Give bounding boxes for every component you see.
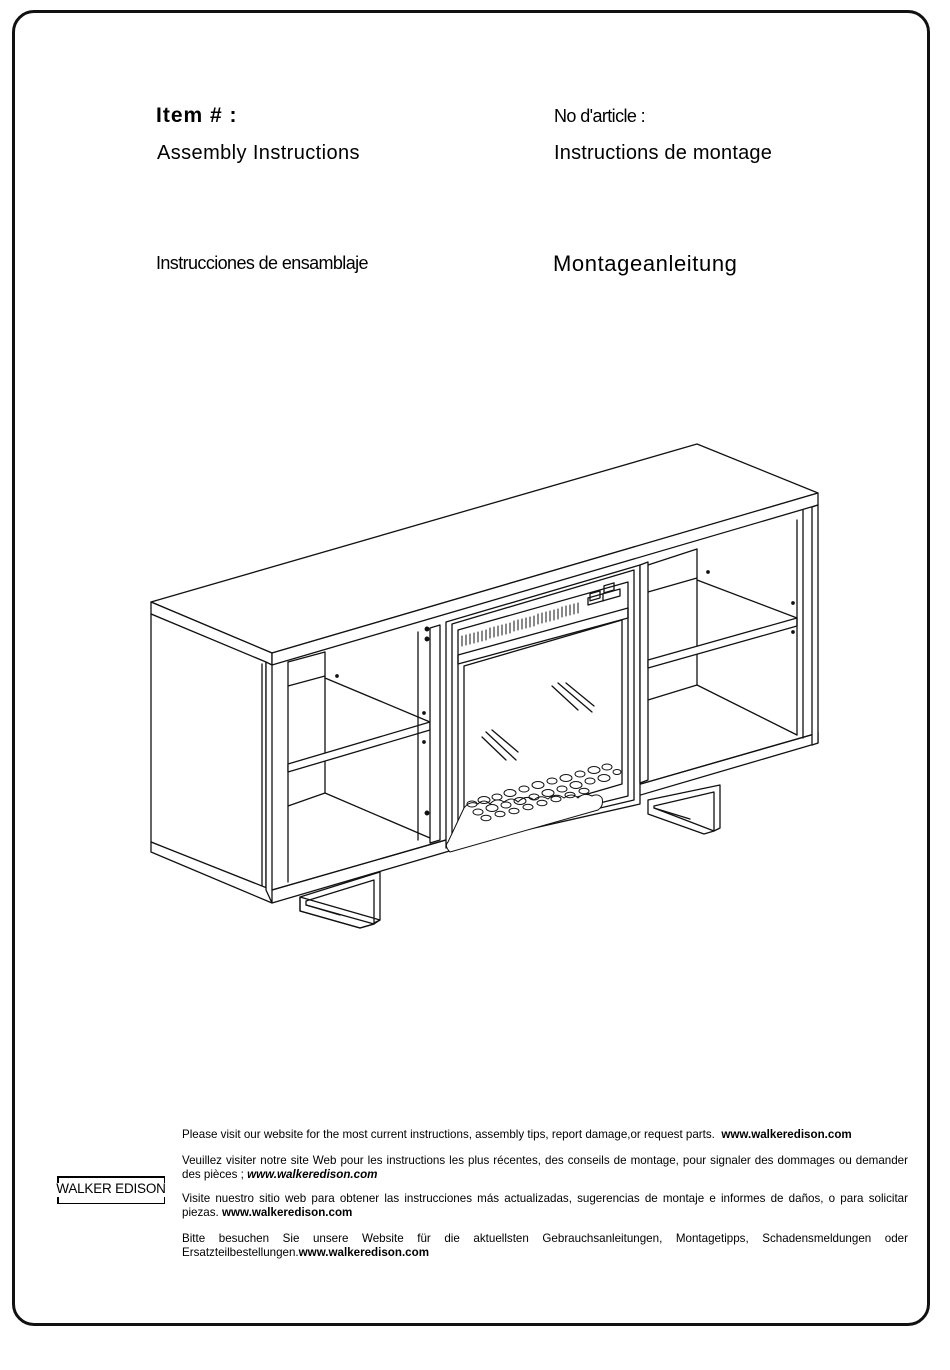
no-article-label: No d'article : <box>554 106 646 126</box>
footer-german-text: Bitte besuchen Sie unsere Website für die aktuellsten Gebrauchsanleitungen, Montagetipps, Schadensmeldungen oder Ersatzteilbestellungen. <box>182 1232 908 1259</box>
assembly-instructions-title: Assembly Instructions <box>157 142 360 164</box>
item-number-label: Item # : <box>156 104 238 127</box>
footer-english <box>182 1128 908 1142</box>
website-link-en[interactable]: www.walkeredison.com <box>721 1128 852 1141</box>
footer-spanish <box>182 1192 908 1220</box>
website-link-de[interactable]: www.walkeredison.com <box>298 1246 430 1259</box>
website-link-es[interactable]: www.walkeredison.com <box>221 1206 353 1219</box>
logo-text: WALKER EDISON <box>56 1181 166 1196</box>
website-link-fr[interactable]: www.walkeredison.com <box>247 1168 378 1181</box>
footer-french <box>182 1154 908 1182</box>
footer-spanish-text: Visite nuestro sitio web para obtener las instrucciones más actualizadas, sugerencias de montaje e informes de daños, o para solicitar piezas. <box>182 1192 908 1219</box>
instructions-montage-title: Instructions de montage <box>554 142 773 164</box>
walker-edison-logo <box>53 1176 169 1204</box>
instrucciones-ensamblaje-title: Instrucciones de ensamblaje <box>156 253 368 273</box>
montageanleitung-title: Montageanleitung <box>553 251 738 276</box>
footer-english-text: Please visit our website for the most current instructions, assembly tips, report damage,or request parts. <box>182 1128 715 1141</box>
footer-german <box>182 1232 908 1260</box>
footer-french-text: Veuillez visiter notre site Web pour les instructions les plus récentes, des conseils de montage, pour signaler des dommages ou demander des pièces ; <box>182 1154 908 1181</box>
